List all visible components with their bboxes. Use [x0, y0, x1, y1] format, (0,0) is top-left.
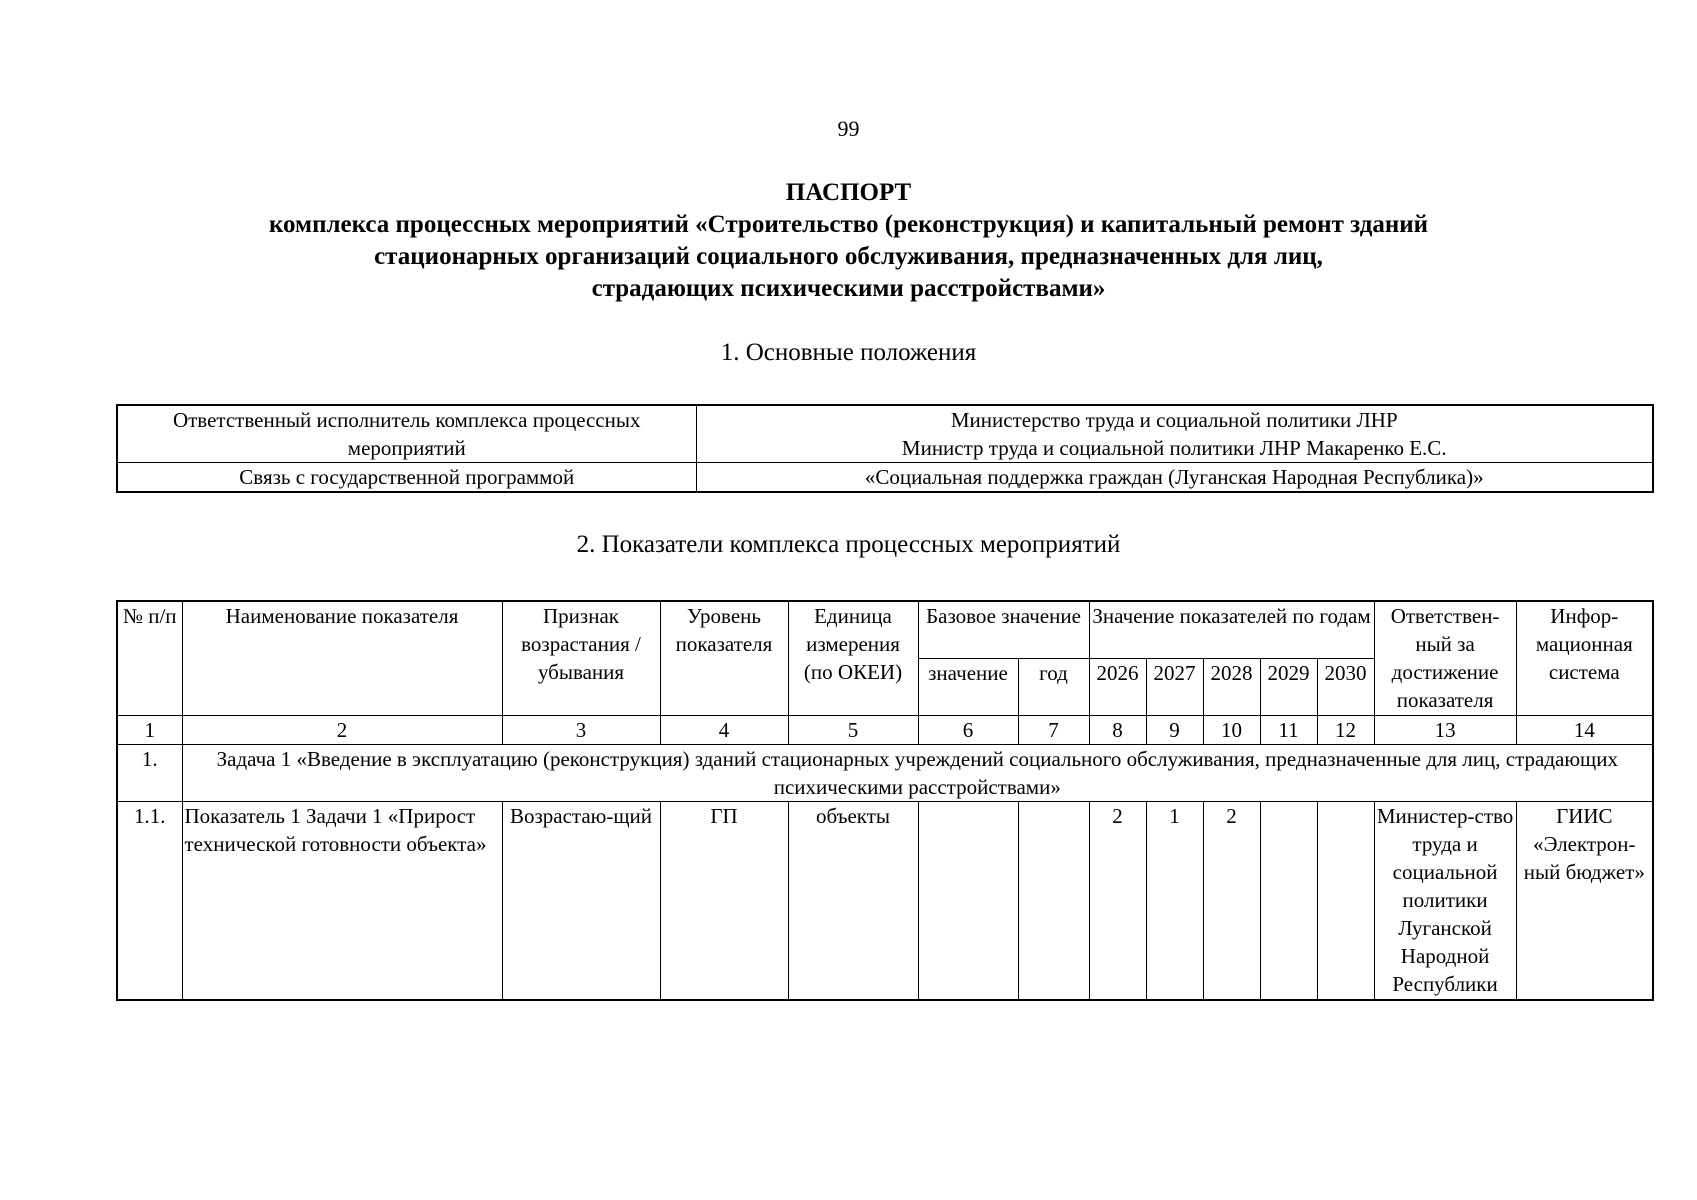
header-info-system: Инфор-мационная система: [1516, 601, 1653, 716]
responsible-executor-label: Ответственный исполнитель комплекса процессных мероприятий: [117, 405, 696, 463]
indicators-table: [116, 600, 1654, 1001]
header-row: [117, 601, 1653, 659]
indicator-unit: объекты: [788, 802, 918, 1000]
main-provisions-table: [116, 404, 1654, 493]
column-number-row: [117, 716, 1653, 745]
indicator-info-system: ГИИС «Электрон-ный бюджет»: [1516, 802, 1653, 1000]
header-sign: Признак возрастания / убывания: [502, 601, 660, 716]
header-base-value: значение: [918, 659, 1018, 716]
indicator-base-value: [918, 802, 1018, 1000]
indicator-base-year: [1018, 802, 1089, 1000]
state-program-link-value: «Социальная поддержка граждан (Луганская Народная Республика)»: [696, 463, 1653, 493]
column-number: 3: [502, 716, 660, 745]
indicator-row: [117, 802, 1653, 1000]
header-unit: Единица измерения (по ОКЕИ): [788, 601, 918, 716]
task-row: [117, 745, 1653, 802]
indicator-name: Показатель 1 Задачи 1 «Прирост технической готовности объекта»: [182, 802, 502, 1000]
indicator-value-2029: [1260, 802, 1317, 1000]
ministry-name: Министерство труда и социальной политики ЛНР: [950, 408, 1398, 432]
task-num: 1.: [117, 745, 182, 802]
column-number: 4: [660, 716, 788, 745]
header-name: Наименование показателя: [182, 601, 502, 716]
minister-name: Министр труда и социальной политики ЛНР Макаренко Е.С.: [901, 436, 1447, 460]
indicator-responsible: Министер-ство труда и социальной политики Луганской Народной Республики: [1374, 802, 1516, 1000]
column-number: 8: [1089, 716, 1146, 745]
responsible-executor-value: [696, 405, 1653, 463]
indicator-value-2027: 1: [1146, 802, 1203, 1000]
task-text: Задача 1 «Введение в эксплуатацию (реконструкция) зданий стационарных учреждений социального обслуживания, предназначенные для лиц, страдающих психическими расстройствами»: [182, 745, 1653, 802]
state-program-link-label: Связь с государственной программой: [117, 463, 696, 493]
page-number: 99: [837, 116, 860, 141]
header-responsible: Ответствен-ный за достижение показателя: [1374, 601, 1516, 716]
column-number: 6: [918, 716, 1018, 745]
column-number: 2: [182, 716, 502, 745]
document-title: [100, 177, 1597, 305]
section-1-title: 1. Основные положения: [720, 339, 977, 366]
column-number: 1: [117, 716, 182, 745]
column-number: 5: [788, 716, 918, 745]
header-base: Базовое значение: [918, 601, 1089, 659]
column-number: 14: [1516, 716, 1653, 745]
title-line-1: комплекса процессных мероприятий «Строительство (реконструкция) и капитальный ремонт зданий: [268, 211, 1429, 238]
indicator-num: 1.1.: [117, 802, 182, 1000]
title-heading: ПАСПОРТ: [785, 179, 912, 206]
header-year: 2026: [1089, 659, 1146, 716]
column-number: 10: [1203, 716, 1260, 745]
column-number: 7: [1018, 716, 1089, 745]
indicator-value-2030: [1317, 802, 1374, 1000]
column-number: 12: [1317, 716, 1374, 745]
header-year: 2030: [1317, 659, 1374, 716]
header-base-year: год: [1018, 659, 1089, 716]
column-number: 13: [1374, 716, 1516, 745]
header-year: 2028: [1203, 659, 1260, 716]
header-values-by-year: Значение показателей по годам: [1089, 601, 1374, 659]
section-2-title: 2. Показатели комплекса процессных мероприятий: [576, 531, 1121, 558]
header-level: Уровень показателя: [660, 601, 788, 716]
indicator-value-2028: 2: [1203, 802, 1260, 1000]
indicator-sign: Возрастаю-щий: [502, 802, 660, 1000]
indicator-value-2026: 2: [1089, 802, 1146, 1000]
header-year: 2027: [1146, 659, 1203, 716]
header-num: № п/п: [117, 601, 182, 716]
title-line-2: стационарных организаций социального обслуживания, предназначенных для лиц,: [374, 243, 1323, 270]
header-year: 2029: [1260, 659, 1317, 716]
column-number: 9: [1146, 716, 1203, 745]
indicator-level: ГП: [660, 802, 788, 1000]
column-number: 11: [1260, 716, 1317, 745]
table-row: [117, 405, 1653, 463]
table-row: [117, 463, 1653, 493]
title-line-3: страдающих психическими расстройствами»: [591, 275, 1106, 302]
